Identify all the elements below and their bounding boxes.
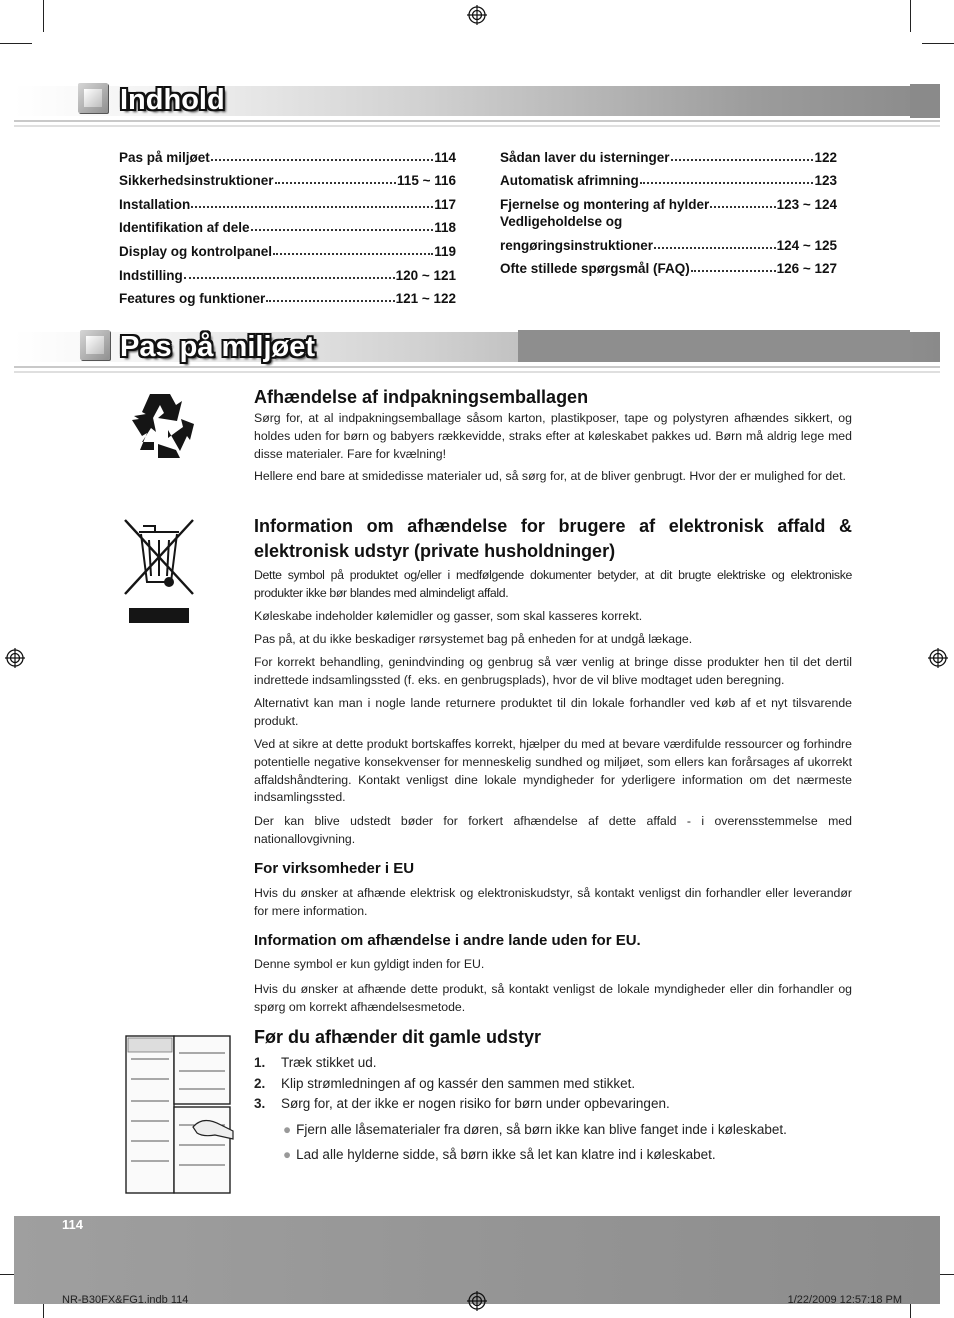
- step-number: 1.: [254, 1055, 266, 1070]
- list-item: [283, 1122, 853, 1147]
- crop-mark: [922, 43, 954, 44]
- toc-right-column: [500, 141, 837, 276]
- toc-entry[interactable]: [500, 188, 837, 212]
- toc-entry-label: Sikkerhedsinstruktioner: [119, 173, 274, 189]
- header-square-icon: [78, 83, 108, 113]
- packaging-paragraph: Hellere end bare at smidedisse materialer ud, så sørg for, at de bliver genbrugt. Hvor der er mulighed for det.: [254, 469, 846, 483]
- toc-left-column: [119, 141, 456, 306]
- toc-entry-page: 122: [814, 149, 837, 165]
- outside-eu-paragraph: Hvis du ønsker at afhænde dette produkt, så kontakt venligst de lokale myndigheder eller din forhandler og spørg om korrekt afhændelsesmetode.: [254, 982, 852, 1014]
- weee-paragraph: Ved at sikre at dette produkt bortskaffes korrekt, hjælper du med at bevare værdifulde ressourcer og forhindre potentielle negative konsekvenser for menneskelig sundhed og miljøet, som ellers kan forårsages af ukorrekt affaldshåndtering. Kontakt venligst dine lokale myndigheder for yderligere information om det nærmeste indsamlingssted.: [254, 737, 852, 805]
- weee-paragraph: Pas på, at du ikke beskadiger rørsystemet bag på enheden for at undgå lækage.: [254, 632, 693, 646]
- toc-entry[interactable]: [119, 283, 456, 307]
- crossed-bin-icon: [121, 516, 197, 626]
- toc-entry[interactable]: [500, 165, 837, 189]
- print-slug-left: NR-B30FX&FG1.indb 114: [62, 1294, 189, 1306]
- toc-entry-label: Automatisk afrimning: [500, 173, 639, 189]
- header-square-icon: [80, 330, 110, 360]
- packaging-paragraph: Sørg for, at al indpakningsemballage såsom karton, plastikposer, tape og polystyren afhændes sikkert, og holdes uden for børn og babyers rækkevidde, straks efter at køleskabet pakkes ud. Børn må aldrig lege med disse materialer. Fare for kvælning!: [254, 411, 852, 461]
- toc-entry-label: Fjernelse og montering af hylder: [500, 196, 710, 212]
- weee-paragraph: Dette symbol på produktet og/eller i medfølgende dokumenter betyder, at dit brugte elektriske og elektroniske produkter ikke bør blandes med almindeligt affald.: [254, 568, 852, 600]
- crop-mark: [0, 43, 32, 44]
- toc-entry-label: Sådan laver du isterninger: [500, 149, 670, 165]
- toc-entry-page: 123: [814, 173, 837, 189]
- toc-entry[interactable]: [119, 235, 456, 259]
- toc-entry-page: 119: [434, 243, 456, 259]
- toc-entry-label: Ofte stillede spørgsmål (FAQ): [500, 261, 690, 277]
- fridge-illustration: [123, 1033, 235, 1196]
- step-number: 3.: [254, 1096, 266, 1111]
- bullet-icon: ●: [283, 1147, 292, 1162]
- old-unit-bullets: [283, 1122, 853, 1172]
- old-unit-steps: [254, 1055, 852, 1117]
- bullet-text: Lad alle hylderne sidde, så børn ikke så let kan klatre ind i køleskabet.: [296, 1147, 716, 1162]
- business-heading: For virksomheder i EU: [254, 860, 415, 877]
- toc-entry-page: 118: [434, 220, 456, 236]
- toc-entry-label-line1: Vedligeholdelse og: [500, 213, 623, 229]
- toc-entry-label: rengøringsinstruktioner: [500, 237, 654, 253]
- packaging-heading: Afhændelse af indpakningsemballagen: [254, 387, 589, 407]
- toc-entry[interactable]: [119, 259, 456, 283]
- registration-mark-icon: [5, 648, 25, 668]
- toc-entry-label: Identifikation af dele: [119, 220, 250, 236]
- toc-entry-label: Installation: [119, 196, 191, 212]
- list-item: [283, 1147, 853, 1172]
- toc-entry-page: 120 ~ 121: [395, 267, 456, 283]
- toc-entry[interactable]: [119, 141, 456, 165]
- crop-mark: [910, 0, 911, 32]
- step-text: Klip strømledningen af og kassér den sammen med stikket.: [281, 1075, 636, 1091]
- business-paragraph: Hvis du ønsker at afhænde elektrisk og elektroniskudstyr, så kontakt venligst din forhandler eller leverandør for mere information.: [254, 886, 852, 918]
- print-slug-right: 1/22/2009 12:57:18 PM: [787, 1294, 902, 1306]
- toc-entry-label: Pas på miljøet: [119, 149, 210, 165]
- step-text: Træk stikket ud.: [281, 1055, 377, 1070]
- toc-entry[interactable]: [500, 141, 837, 165]
- bullet-text: Fjern alle låsematerialer fra døren, så børn ikke kan blive fanget inde i køleskabet.: [296, 1122, 787, 1137]
- step-number: 2.: [254, 1075, 266, 1091]
- section-title: Pas på miljøet: [120, 331, 316, 363]
- section-header-dark-block: [518, 330, 910, 362]
- toc-entry-label: Indstilling: [119, 267, 183, 283]
- toc-entry-page: 124 ~ 125: [776, 237, 837, 253]
- old-unit-heading: Før du afhænder dit gamle udstyr: [254, 1027, 542, 1047]
- weee-heading: Information om afhændelse for brugere af elektronisk affald & elektronisk udstyr (private husholdninger): [254, 516, 852, 561]
- toc-entry[interactable]: [119, 212, 456, 236]
- weee-paragraph: For korrekt behandling, genindvinding og genbrug så vær venlig at bringe disse produkter hen til det dertil indrettede indsamlingssted (f. eks. en genbrugsplads), hvor de vil blive modtaget uden beregning.: [254, 655, 852, 687]
- registration-mark-icon: [467, 1291, 487, 1311]
- toc-entry-page: 114: [434, 149, 456, 165]
- toc-entry-page: 117: [434, 196, 456, 212]
- list-item: [254, 1076, 852, 1097]
- crop-mark: [43, 0, 44, 32]
- registration-mark-icon: [467, 5, 487, 25]
- outside-eu-heading: Information om afhændelse i andre lande uden for EU.: [254, 932, 641, 949]
- weee-paragraph: Alternativt kan man i nogle lande returnere produktet til din lokale forhandler ved køb af et nyt tilsvarende produkt.: [254, 696, 852, 728]
- weee-paragraph: Køleskabe indeholder kølemidler og gasser, som skal kasseres korrekt.: [254, 609, 643, 623]
- step-text: Sørg for, at der ikke er nogen risiko for børn under opbevaringen.: [281, 1096, 670, 1111]
- page-number: 114: [62, 1217, 83, 1232]
- toc-entry[interactable]: [119, 165, 456, 189]
- registration-mark-icon: [928, 648, 948, 668]
- toc-entry[interactable]: [500, 214, 837, 253]
- toc-entry-label: Features og funktioner: [119, 291, 266, 307]
- toc-entry-page: 115 ~ 116: [397, 173, 456, 189]
- toc-entry-page: 126 ~ 127: [776, 261, 837, 277]
- toc-entry-page: 121 ~ 122: [395, 291, 456, 307]
- recycle-icon: [124, 388, 198, 462]
- toc-entry[interactable]: [119, 188, 456, 212]
- toc-entry-label: Display og kontrolpanel: [119, 243, 273, 259]
- toc-title: Indhold: [120, 84, 225, 116]
- list-item: [254, 1055, 852, 1076]
- toc-entry[interactable]: [500, 253, 837, 277]
- bullet-icon: ●: [283, 1122, 292, 1137]
- toc-entry-page: 123 ~ 124: [776, 196, 837, 212]
- outside-eu-paragraph: Denne symbol er kun gyldigt inden for EU.: [254, 957, 485, 971]
- weee-paragraph: Der kan blive udstedt bøder for forkert afhændelse af dette affald - i overensstemmelse med nationallovgivning.: [254, 814, 852, 846]
- toc-header-dark-cap: [910, 84, 940, 118]
- list-item: [254, 1096, 852, 1117]
